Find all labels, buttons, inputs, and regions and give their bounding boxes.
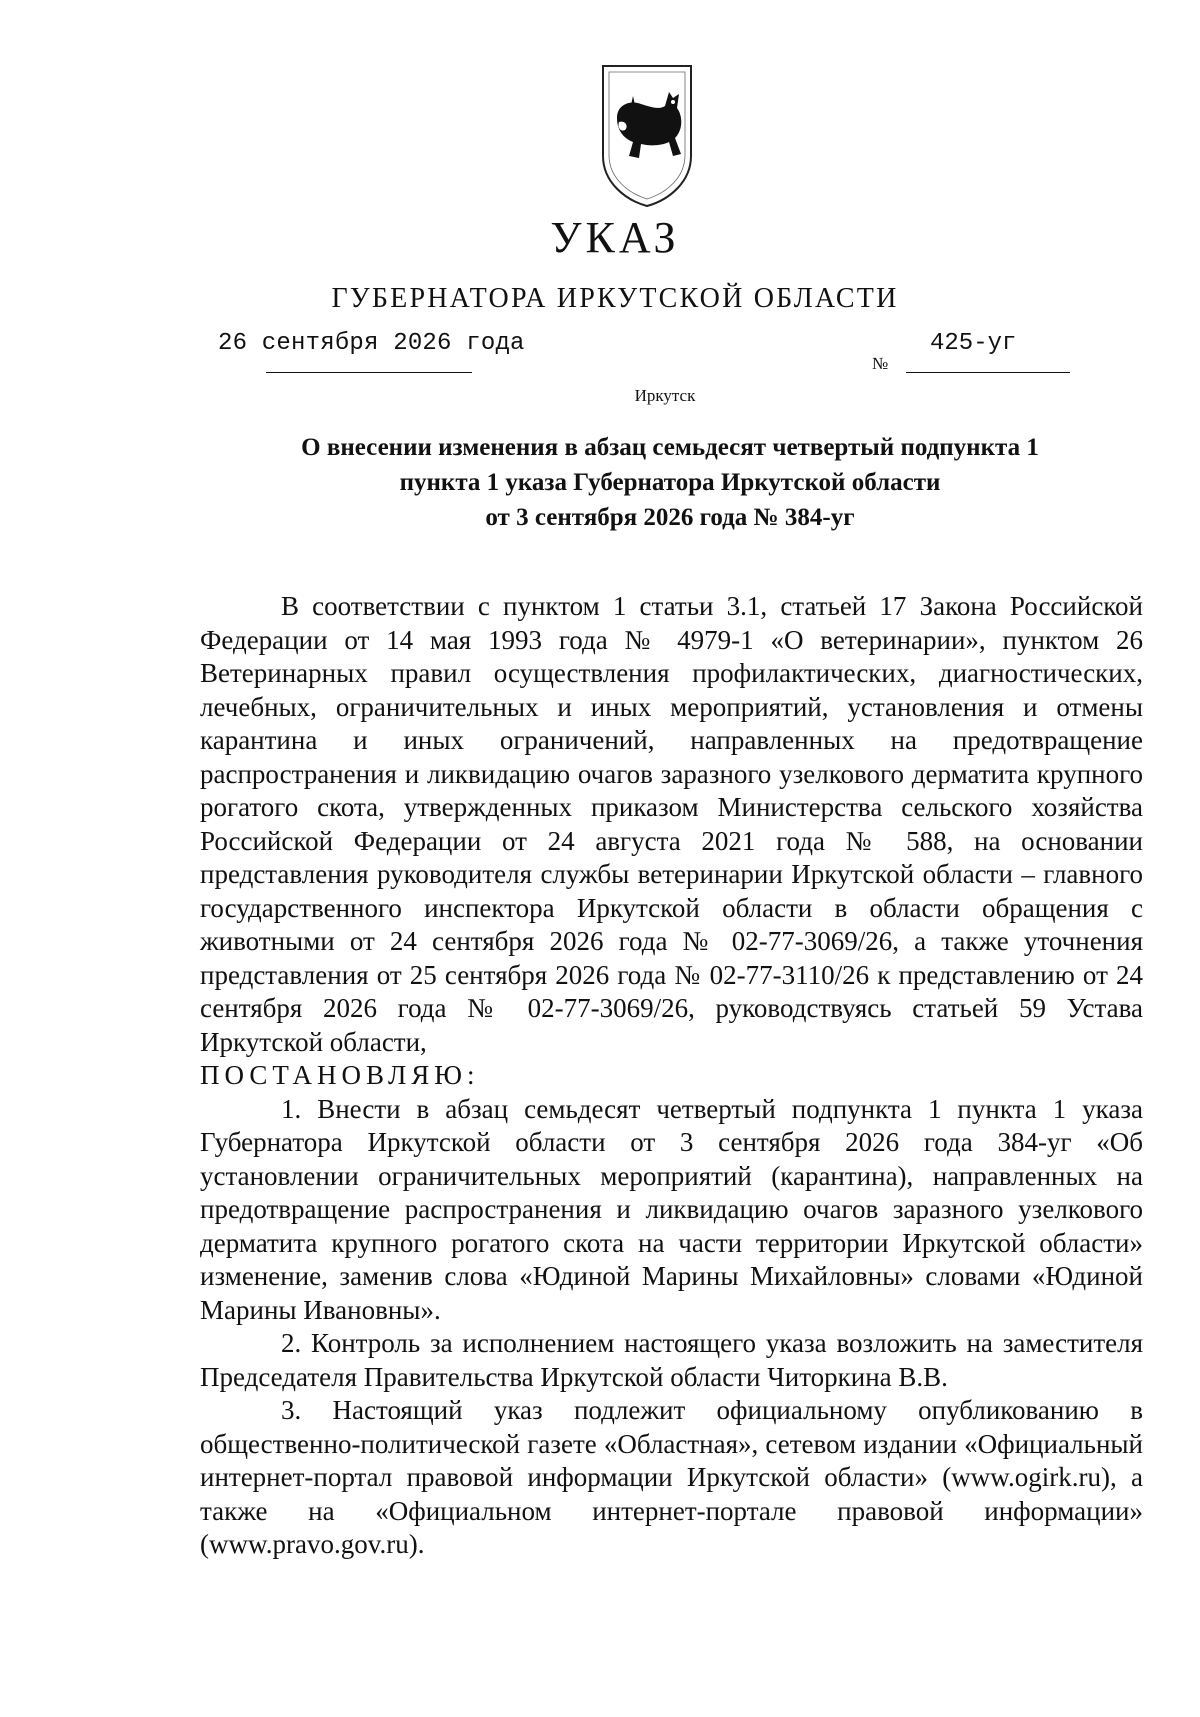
number-sign: №: [872, 354, 889, 373]
document-date: 26 сентября 2026 года: [218, 330, 525, 357]
document-city: Иркутск: [634, 386, 696, 405]
document-number: 425-уг: [930, 330, 1017, 357]
number-underline: [906, 372, 1070, 373]
preamble-paragraph: В соответствии с пунктом 1 статьи 3.1, статьей 17 Закона Российской Федерации от 14 мая 1993 года № 4979-1 «О ветеринарии», пунктом 26 Ветеринарных правил осуществления профилактических, диагностических, лечебных, ограничительных и иных мероприятий, установления и отмены карантина и иных ограничений, направленных на предотвращение распространения и ликвидацию очагов заразного узелкового дерматита крупного рогатого скота, утвержденных приказом Министерства сельского хозяйства Российской Федерации от 24 августа 2021 года № 588, на основании представления руководителя службы ветеринарии Иркутской области – главного государственного инспектора Иркутской области в области обращения с животными от 24 сентября 2026 года № 02-77-3069/26, а также уточнения представления от 25 сентября 2026 года № 02-77-3110/26 к представлению от 24 сентября 2026 года № 02-77-3069/26, руководствуясь статьей 59 Устава Иркутской области,: [200, 591, 1143, 1057]
document-body: [200, 590, 1143, 1562]
heading-line: пункта 1 указа Губернатора Иркутской области: [399, 469, 941, 496]
item-2-paragraph: 2. Контроль за исполнением настоящего указа возложить на заместителя Председателя Правительства Иркутской области Читоркина В.В.: [200, 1328, 1143, 1392]
decree-word: ПОСТАНОВЛЯЮ:: [200, 1060, 480, 1090]
heading-line: О внесении изменения в абзац семьдесят четвертый подпункта 1: [301, 434, 1039, 461]
date-underline: [266, 372, 472, 373]
document-heading: [200, 430, 1140, 535]
item-3-paragraph: 3. Настоящий указ подлежит официальному опубликованию в общественно-политической газете «Областная», сетевом издании «Официальный интернет-портал правовой информации Иркутской области» (www.ogirk.ru), а также на «Официальном интернет-портале правовой информации» (www.pravo.gov.ru).: [200, 1395, 1143, 1559]
heading-line: от 3 сентября 2026 года № 384-уг: [485, 504, 855, 531]
document-title: УКАЗ: [550, 213, 680, 262]
issuer-subtitle: ГУБЕРНАТОРА ИРКУТСКОЙ ОБЛАСТИ: [331, 283, 899, 314]
item-1-paragraph: 1. Внести в абзац семьдесят четвертый подпункта 1 пункта 1 указа Губернатора Иркутской области от 3 сентября 2026 года 384-уг «Об установлении ограничительных мероприятий (карантина), направленных на предотвращение распространения и ликвидацию очагов заразного узелкового дерматита крупного рогатого скота на части территории Иркутской области» изменение, заменив слова «Юдиной Марины Михайловны» словами «Юдиной Марины Ивановны».: [200, 1093, 1143, 1325]
coat-of-arms-icon: [599, 60, 695, 210]
